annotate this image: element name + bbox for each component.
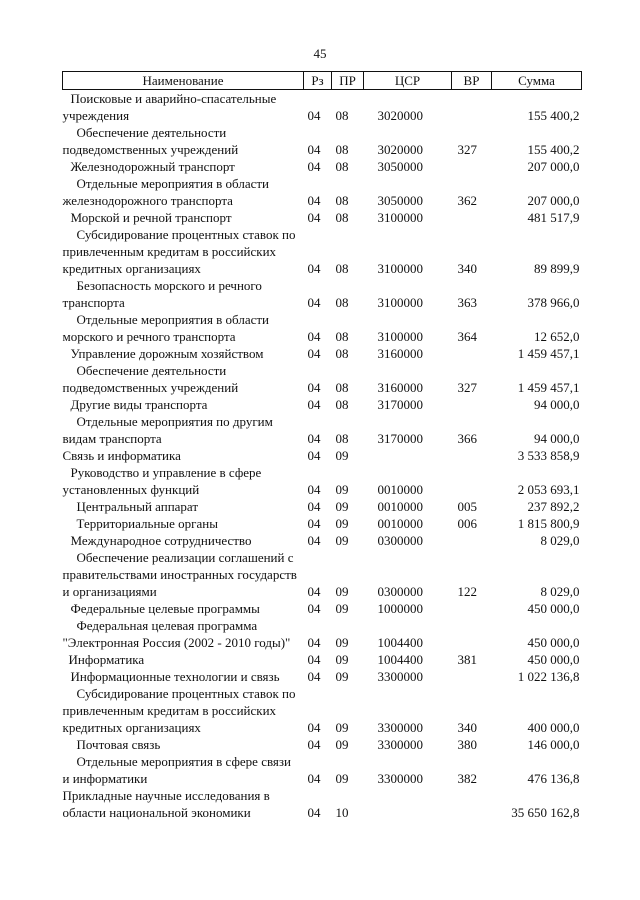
row-csr: 3100000 [377,329,423,344]
row-vr [452,617,492,651]
row-csr: 3020000 [377,108,423,123]
row-csr: 3050000 [377,159,423,174]
row-vr [452,396,492,413]
table-row [63,396,582,413]
table-row [63,90,582,125]
row-pr: 08 [335,380,349,395]
row-csr [364,447,452,464]
row-pr: 08 [335,295,349,310]
row-rz: 04 [307,108,321,123]
row-name: Обеспечение деятельности подведомственных учреждений [62,125,239,157]
table-row [63,345,582,362]
table-row [63,736,582,753]
row-csr: 3300000 [377,669,423,684]
row-pr: 08 [335,210,349,225]
table-row [63,651,582,668]
header-pr: ПР [332,72,364,90]
row-vr: 006 [457,516,477,531]
row-sum: 1 459 457,1 [517,346,580,361]
table-row [63,685,582,736]
row-rz: 04 [307,431,321,446]
row-pr: 09 [335,601,349,616]
row-pr: 10 [335,805,349,820]
row-sum: 450 000,0 [527,635,580,650]
row-sum: 94 000,0 [534,431,580,446]
row-rz: 04 [307,601,321,616]
row-sum: 94 000,0 [534,397,580,412]
row-csr: 1004400 [377,652,423,667]
row-pr: 09 [335,771,349,786]
row-sum: 378 966,0 [527,295,580,310]
row-pr: 09 [335,720,349,735]
row-csr: 3100000 [377,261,423,276]
row-sum: 476 136,8 [527,771,580,786]
row-csr: 3300000 [377,720,423,735]
row-csr: 1004400 [377,635,423,650]
table-body [63,90,582,822]
row-name: Поисковые и аварийно-спасательные учреждения [62,91,277,123]
row-pr: 09 [335,737,349,752]
row-vr: 364 [457,329,477,344]
row-rz: 04 [307,669,321,684]
table-row [63,311,582,345]
row-rz: 04 [307,210,321,225]
row-pr: 09 [335,669,349,684]
row-pr: 09 [335,482,349,497]
row-vr: 005 [457,499,477,514]
row-name: Связь и информатика [62,448,181,463]
row-rz: 04 [307,720,321,735]
row-sum: 207 000,0 [527,159,580,174]
table-row [63,753,582,787]
row-pr: 08 [335,431,349,446]
header-csr: ЦСР [364,72,452,90]
row-rz: 04 [307,159,321,174]
row-name: Обеспечение реализации соглашений с правительствами иностранных государств и организациями [62,550,297,599]
row-vr [452,90,492,125]
row-rz: 04 [307,193,321,208]
header-sum: Сумма [492,72,582,90]
row-vr: 363 [457,295,477,310]
row-csr: 3160000 [377,346,423,361]
table-row [63,787,582,821]
row-csr: 3100000 [377,295,423,310]
row-sum: 450 000,0 [527,601,580,616]
row-csr: 3160000 [377,380,423,395]
row-sum: 12 652,0 [534,329,580,344]
row-name: Федеральная целевая программа "Электронная Россия (2002 - 2010 годы)" [62,618,291,650]
table-row [63,515,582,532]
row-pr: 08 [335,397,349,412]
row-sum: 207 000,0 [527,193,580,208]
row-sum: 237 892,2 [527,499,580,514]
row-rz: 04 [307,805,321,820]
row-name: Федеральные целевые программы [70,601,260,616]
row-vr: 366 [457,431,477,446]
table-row [63,124,582,158]
row-sum: 35 650 162,8 [511,805,580,820]
row-sum: 1 459 457,1 [517,380,580,395]
row-csr: 3170000 [377,431,423,446]
table-row [63,226,582,277]
row-vr [452,447,492,464]
row-rz: 04 [307,295,321,310]
row-sum: 1 022 136,8 [517,669,580,684]
row-name: Почтовая связь [76,737,161,752]
row-sum: 146 000,0 [527,737,580,752]
row-pr: 09 [335,635,349,650]
row-csr: 0010000 [377,516,423,531]
row-sum: 89 899,9 [534,261,580,276]
row-vr: 340 [457,720,477,735]
row-csr: 3020000 [377,142,423,157]
table-header [63,72,582,90]
table-row [63,668,582,685]
row-sum: 450 000,0 [527,652,580,667]
table-row [63,447,582,464]
row-rz: 04 [307,448,321,463]
table-row [63,362,582,396]
row-pr: 08 [335,108,349,123]
row-rz: 04 [307,329,321,344]
row-name: Отдельные мероприятия в области железнодорожного транспорта [62,176,270,208]
row-vr: 381 [457,652,477,667]
budget-table [62,71,582,821]
table-row [63,600,582,617]
row-vr [452,158,492,175]
row-name: Субсидирование процентных ставок по привлеченным кредитам в российских кредитных организациях [62,227,296,276]
row-rz: 04 [307,584,321,599]
row-name: Обеспечение деятельности подведомственных учреждений [62,363,239,395]
row-name: Морской и речной транспорт [70,210,232,225]
row-vr [452,464,492,498]
table-row [63,277,582,311]
table-row [63,413,582,447]
row-sum: 481 517,9 [527,210,580,225]
row-vr [452,209,492,226]
row-vr [452,668,492,685]
row-rz: 04 [307,771,321,786]
row-vr: 327 [457,380,477,395]
row-vr: 327 [457,142,477,157]
row-sum: 155 400,2 [527,142,580,157]
row-sum: 8 029,0 [540,533,580,548]
row-vr [452,787,492,821]
row-pr: 08 [335,159,349,174]
row-rz: 04 [307,737,321,752]
row-csr: 3300000 [377,771,423,786]
row-vr [452,600,492,617]
table-row [63,617,582,651]
row-csr: 1000000 [377,601,423,616]
row-sum: 155 400,2 [527,108,580,123]
row-rz: 04 [307,652,321,667]
table-row [63,549,582,600]
row-csr: 0010000 [377,499,423,514]
row-name: Руководство и управление в сфере установленных функций [62,465,262,497]
row-name: Железнодорожный транспорт [70,159,235,174]
row-pr: 08 [335,329,349,344]
row-rz: 04 [307,482,321,497]
row-rz: 04 [307,346,321,361]
row-pr: 09 [335,516,349,531]
row-name: Прикладные научные исследования в области национальной экономики [62,788,270,820]
row-name: Субсидирование процентных ставок по привлеченным кредитам в российских кредитных организациях [62,686,296,735]
page-number: 45 [313,46,327,61]
row-rz: 04 [307,397,321,412]
row-csr: 0300000 [377,584,423,599]
row-rz: 04 [307,261,321,276]
row-csr: 0300000 [377,533,423,548]
row-pr: 09 [335,652,349,667]
table-row [63,532,582,549]
header-vr: ВР [452,72,492,90]
row-rz: 04 [307,516,321,531]
row-name: Международное сотрудничество [70,533,252,548]
row-name: Безопасность морского и речного транспорта [62,278,262,310]
table-row [63,158,582,175]
table-row [63,464,582,498]
row-sum: 1 815 800,9 [517,516,580,531]
row-vr: 380 [457,737,477,752]
row-rz: 04 [307,635,321,650]
row-name: Отдельные мероприятия в сфере связи и информатики [62,754,292,786]
row-csr: 3300000 [377,737,423,752]
row-vr [452,345,492,362]
row-rz: 04 [307,499,321,514]
row-rz: 04 [307,142,321,157]
row-name: Информатика [68,652,145,667]
row-name: Центральный аппарат [76,499,199,514]
row-vr: 382 [457,771,477,786]
row-name: Отдельные мероприятия по другим видам транспорта [62,414,273,446]
row-vr: 122 [457,584,477,599]
row-pr: 09 [335,533,349,548]
row-pr: 09 [335,448,349,463]
row-vr: 362 [457,193,477,208]
row-pr: 08 [335,193,349,208]
row-rz: 04 [307,380,321,395]
row-pr: 08 [335,346,349,361]
row-pr: 09 [335,584,349,599]
row-sum: 400 000,0 [527,720,580,735]
row-pr: 09 [335,499,349,514]
row-vr: 340 [457,261,477,276]
table-row [63,498,582,515]
row-name: Территориальные органы [76,516,218,531]
row-csr: 3050000 [377,193,423,208]
header-rz: Рз [304,72,332,90]
table-row [63,209,582,226]
header-name: Наименование [63,72,304,90]
row-rz: 04 [307,533,321,548]
row-name: Отдельные мероприятия в области морского и речного транспорта [62,312,270,344]
row-pr: 08 [335,261,349,276]
table-row [63,175,582,209]
row-sum: 2 053 693,1 [517,482,580,497]
row-name: Информационные технологии и связь [70,669,280,684]
row-csr: 0010000 [377,482,423,497]
row-sum: 8 029,0 [540,584,580,599]
row-csr: 3170000 [377,397,423,412]
row-pr: 08 [335,142,349,157]
row-name: Другие виды транспорта [70,397,208,412]
row-csr [364,787,452,821]
row-vr [452,532,492,549]
row-csr: 3100000 [377,210,423,225]
row-sum: 3 533 858,9 [517,448,580,463]
row-name: Управление дорожным хозяйством [70,346,264,361]
